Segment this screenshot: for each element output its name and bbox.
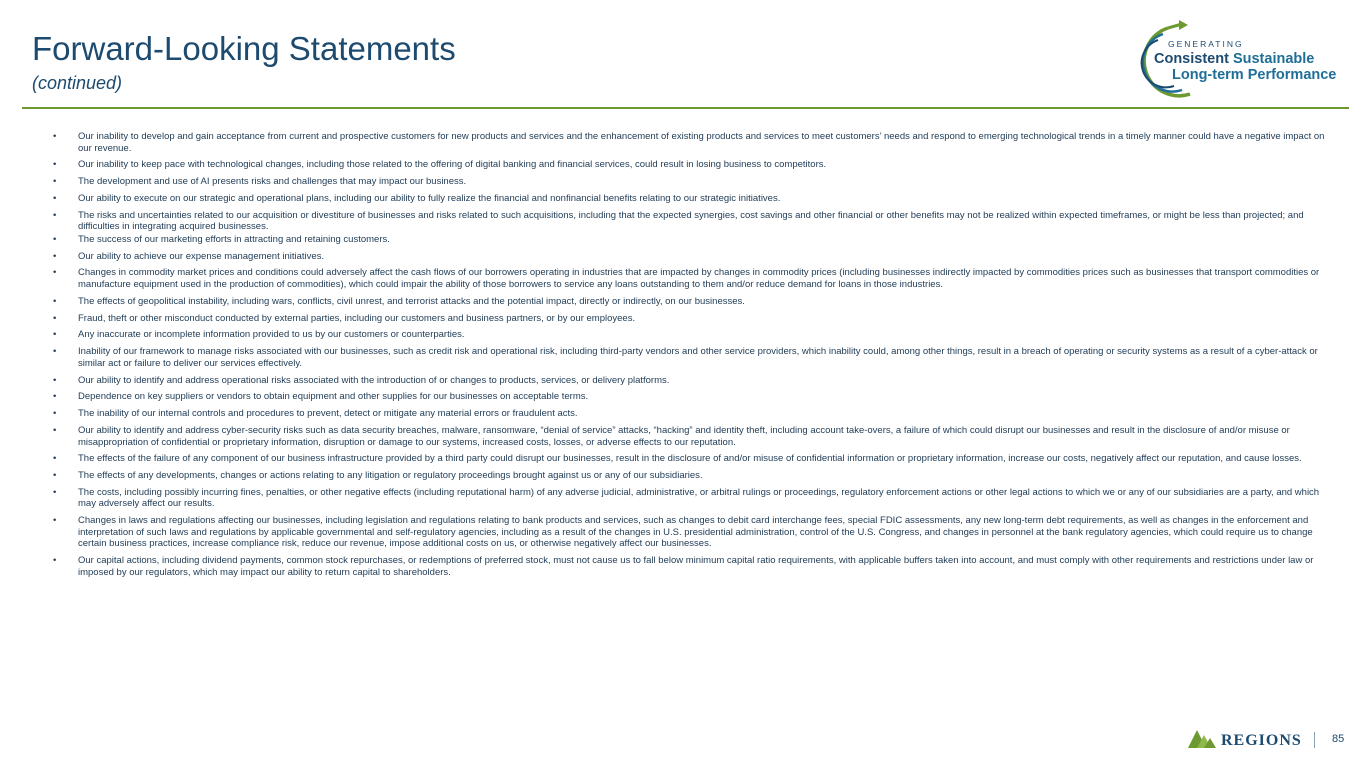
list-item (50, 210, 1330, 233)
bullet-icon: • (53, 486, 57, 498)
bullet-icon: • (53, 209, 57, 221)
list-item (50, 346, 1330, 369)
bullet-icon: • (53, 312, 57, 324)
list-item (50, 555, 1330, 578)
bullet-icon: • (53, 374, 57, 386)
bullet-icon: • (53, 424, 57, 436)
list-item-text: Our ability to achieve our expense management initiatives. (78, 250, 325, 262)
list-item (50, 313, 1330, 325)
page-title: Forward-Looking Statements (32, 30, 456, 67)
list-item-text: The risks and uncertainties related to our acquisition or divestiture of businesses and risks related to such acquisitions, including that the expected synergies, cost savings and other financial or other benefits may not be realized within expected timeframes, or might be less than projected; and difficulties in integrating acquired businesses. (78, 209, 1304, 233)
list-item-text: Dependence on key suppliers or vendors to obtain equipment and other supplies for our businesses on acceptable terms. (78, 391, 589, 403)
list-item-text: Our capital actions, including dividend payments, common stock repurchases, or redemptions of preferred stock, must not cause us to fall below minimum capital ratio requirements, with applicable buffers taken into account, and must comply with other requirements and restrictions under law or imposed by our regulators, which may impact our ability to return capital to shareholders. (78, 555, 1314, 578)
list-item (50, 176, 1330, 188)
list-item-text: The success of our marketing efforts in attracting and retaining customers. (78, 233, 390, 245)
list-item-text: Fraud, theft or other misconduct conducted by external parties, including our customers and business partners, or by our employees. (78, 312, 636, 324)
bullet-icon: • (53, 267, 57, 279)
list-item (50, 453, 1330, 465)
list-item-text: Our inability to keep pace with technological changes, including those related to the offering of digital banking and financial services, could result in losing business to competitors. (78, 159, 827, 171)
bullet-icon: • (53, 346, 57, 358)
logo-sustainable-word: Sustainable (1232, 51, 1315, 67)
bullet-icon: • (53, 391, 57, 403)
bullet-icon: • (53, 131, 57, 142)
bullet-icon: • (53, 555, 57, 567)
list-item (50, 425, 1330, 448)
list-item (50, 296, 1330, 308)
regions-wordmark: REGIONS (1221, 732, 1302, 749)
list-item (50, 234, 1330, 246)
list-item (50, 487, 1330, 510)
list-item (50, 329, 1330, 341)
bullet-icon: • (53, 295, 57, 307)
bullet-icon: • (53, 159, 57, 171)
list-item-text: Our ability to identify and address operational risks associated with the introduction of or changes to products, services, or delivery platforms. (78, 374, 670, 386)
bullet-icon: • (53, 176, 57, 188)
list-item-text: The costs, including possibly incurring fines, penalties, or other negative effects (including reputational harm) of any adverse judicial, administrative, or arbitral rulings or proceedings, regulatory enforcement actions or other legal actions to which we or any of our subsidiaries are a party, and which may adversely affect our results. (78, 486, 1320, 510)
list-item-text: Changes in laws and regulations affecting our businesses, including legislation and regulations relating to bank products and services, such as changes to debit card interchange fees, special FDIC assessments, any new long-term debt requirements, as well as changes in the enforcement and interpretation of such laws and regulations by applicable governmental and self-regulatory agencies, including as a result of the changes in U.S. presidential administration, control of the U.S. Congress, and changes in personnel at the bank regulatory agencies, which could require us to change certain business practices, increase compliance risk, reduce our revenue, impose additional costs on us, or otherwise negatively affect our businesses. (78, 515, 1313, 550)
header-divider (22, 107, 1349, 109)
regions-triangles-icon (1188, 728, 1218, 750)
list-item (50, 159, 1330, 171)
bullet-icon: • (53, 250, 57, 262)
list-item-text: Our ability to execute on our strategic and operational plans, including our ability to fully realize the financial and nonfinancial benefits relating to our strategic initiatives. (78, 192, 781, 204)
list-item (50, 267, 1330, 290)
generating-sustainable-performance-logo (1130, 20, 1345, 100)
list-item (50, 193, 1330, 205)
list-item-text: Inability of our framework to manage risks associated with our businesses, such as credit risk and operational risk, including third-party vendors and other service providers, which inability could, among other things, result in a breach of operating or security systems as a result of a cyber-attack or similar act or failure to deliver our services effectively. (78, 346, 1318, 369)
list-item-text: Changes in commodity market prices and conditions could adversely affect the cash flows of our borrowers operating in industries that are impacted by changes in commodity prices (including businesses indirectly impacted by commodities prices such as businesses that transport commodities or manufacture equipment used in the production of commodities), which could impair the ability of those borrowers to service any loans outstanding to them and/or reduce demand for loans in those industries. (78, 267, 1320, 291)
bullet-icon: • (53, 192, 57, 204)
list-item-text: The effects of the failure of any component of our business infrastructure provided by a third party could disrupt our businesses, result in the disclosure of and/or misuse of confidential information or proprietary information, increase our costs, negatively affect our reputation, and cause losses. (78, 453, 1302, 465)
bullet-icon: • (53, 470, 57, 482)
list-item (50, 375, 1330, 387)
risk-factor-list (50, 131, 1330, 584)
bullet-icon: • (53, 408, 57, 420)
bullet-icon: • (53, 329, 57, 341)
list-item-text: Any inaccurate or incomplete information provided to us by our customers or counterparties. (78, 329, 465, 341)
list-item (50, 470, 1330, 482)
list-item-text: Our ability to identify and address cyber-security risks such as data security breaches, malware, ransomware, “denial of service” attacks, “hacking” and identity theft, including account take-overs, a failure of which could disrupt our businesses and result in the disclosure of and/or misuse or misappropriation of confidential or proprietary information, disruption or damage to our systems, increased costs, losses, or adverse effects to our reputation. (78, 424, 1290, 448)
logo-generating-text: GENERATING (1168, 39, 1244, 49)
footer-divider (1314, 732, 1315, 748)
page-subtitle: (continued) (32, 73, 123, 93)
list-item (50, 515, 1330, 550)
list-item (50, 251, 1330, 263)
bullet-icon: • (53, 233, 57, 245)
list-item (50, 391, 1330, 403)
bullet-icon: • (53, 453, 57, 465)
bullet-icon: • (53, 515, 57, 527)
list-item-text: The effects of any developments, changes or actions relating to any litigation or regulatory proceedings brought against us or any of our subsidiaries. (78, 470, 703, 482)
list-item-text: The inability of our internal controls and procedures to prevent, detect or mitigate any material errors or fraudulent acts. (78, 408, 578, 420)
logo-consistent-word: Consistent (1154, 51, 1229, 67)
list-item-text: The development and use of AI presents risks and challenges that may impact our business. (78, 176, 467, 188)
logo-long-term-performance-text: Long-term Performance (1172, 67, 1337, 83)
list-item (50, 408, 1330, 420)
logo-consistent-sustainable-text (1154, 51, 1314, 67)
list-item-text: The effects of geopolitical instability, including wars, conflicts, civil unrest, and terrorist attacks and the potential impact, directly or indirectly, on our businesses. (78, 295, 745, 307)
page-number: 85 (1332, 733, 1345, 745)
regions-logo (1188, 728, 1306, 750)
list-item (50, 131, 1330, 154)
list-item-text: Our inability to develop and gain acceptance from current and prospective customers for new products and services and the enhancement of existing products and services to meet customers’ needs and respond to emerging technological trends in a timely manner could have a negative impact on our revenue. (78, 131, 1325, 154)
